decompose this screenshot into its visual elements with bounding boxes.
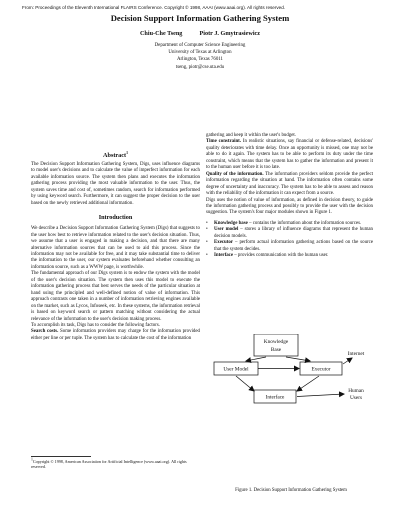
quality-text: The information providers seldom provide the perfect information regarding the situation at hand. The information often contains some degree of uncertainty and inaccuracy. The system has to be able to assess and reason with the reliability of the information it can expect from a source. (206, 171, 373, 197)
search-costs-paragraph (31, 329, 200, 342)
arrow-knowledge-to-executor (286, 357, 310, 361)
system-diagram (206, 334, 376, 484)
affiliation-block (0, 42, 400, 71)
abstract-heading: Abstract$^1$ (103, 150, 128, 159)
intro-paragraph-3: To accomplish its task, Digs has to consider the following factors. (31, 322, 160, 328)
module-list (206, 221, 373, 260)
time-constraint-paragraph (206, 139, 373, 171)
knowledge-base-label-1: Knowledge (263, 339, 289, 345)
arrow-executor-to-internet (343, 358, 352, 364)
search-costs-label: Search costs. (31, 329, 59, 335)
human-users-label-2: Users (349, 395, 363, 401)
author-1: Chiu-Che Tseng (139, 30, 183, 37)
paper-title: Decision Support Information Gathering System (110, 13, 290, 23)
module-item-interface: • Interface – provides communication with the human user. (206, 253, 373, 259)
introduction-heading: Introduction (98, 214, 133, 222)
quality-paragraph (206, 172, 373, 198)
arrow-interface-to-users (297, 394, 344, 397)
quality-label: Quality of the information. (206, 171, 264, 177)
abstract-footnote-marker: 1 (126, 150, 128, 155)
internet-label: Internet (347, 351, 365, 357)
module-item-executor: • Executor – perform actual information gathering actions based on the source that the system decides. (206, 240, 373, 253)
intro-paragraph-1: We describe a Decision Support Information Gathering System (Digs) that suggests to the user how best to retrieve information related to the user's decision situation. Thus, we assume that a user is engaged in making a decision, and that there are many alternative information sources that can be used to aid this process. Since the information may not be available for free, and it may take substantial time to deliver the information to the user, our system evaluates beforehand whether consulting an information source, such as a WWW page, is worthwhile. (31, 226, 200, 270)
module-item-knowledge-base: • Knowledge base – contains the information about the information sources. (206, 221, 373, 227)
knowledge-base-label-2: Base (270, 347, 282, 353)
search-costs-text: Some information providers may charge for the information provided either per line or per tuple. The system has to calculate the cost of the information (31, 329, 200, 341)
left-column (31, 152, 200, 342)
intro-paragraph-2: The fundamental approach of our Digs system is to endow the system with the model of the user's decision situation. The system then uses this model to execute the information gathering process that best serves the needs of the particular situation at hand using the principled and well-defined notion of value of information. This approach contrasts one taken in a number of information retrieving engines available on the market, such as Lycos, Infoseek, etc. In these systems, the information retrieval is based on keyword search or pattern matching without considering the actual relevance of the information to the user's decision making process. (31, 271, 200, 322)
figure-caption: Figure 1. Decision Support Information Gathering System (235, 488, 347, 493)
arrow-executor-to-interface (297, 376, 319, 391)
time-constraint-text: In realistic situations, say financial or defense-related, decisions' quality deteriorates with time delay. Once an opportunity is missed, one may not be able to do it again. The system has to be able to perform its duty under the time constraint, which means that the system has to gather the information and present it to the human user before it is too late. (206, 139, 373, 171)
footnote-text: Copyright © 1998, American Association for Artificial Intelligence (www.aaai.org). All rights reserved. (31, 459, 187, 470)
module-item-user-model: • User model – stores a library of influence diagrams that represent the human decision models. (206, 227, 373, 240)
system-diagram-svg (206, 334, 376, 484)
digs-paragraph: Digs uses the notion of value of information, as defined in decision theory, to guide the information gathering process and possibly to provide the user with the decision suggestion. The system's four major modules shown in Figure 1. (206, 197, 373, 216)
affiliation-email: tseng, piotr@cse.uta.edu (175, 64, 225, 70)
affiliation-city: Arlington, Texas 76011 (177, 57, 223, 63)
interface-label: Interface (265, 394, 285, 401)
abstract-text: The Decision Support Information Gathering System, Digs, uses influence diagrams to model user's decisions and to calculate the value of imperfect information for each available information source. The system then plans and executes the information gathering process providing the most valuable information to the user. Thus, the system saves time and cost of, sometimes random, search for information performed by using keyword search. Furthermore, it can suggest the proper decision to the user based on the newly retrieved additional information. (31, 162, 200, 206)
footnote (31, 459, 199, 469)
executor-label: Executor (311, 366, 331, 373)
affiliation-department: Department of Computer Science Engineering (154, 43, 246, 48)
author-2: Piotr J. Gmytrasiewicz (199, 30, 261, 37)
footnote-marker: 1 (31, 457, 33, 462)
right-continuation: gathering and keep it within the user's budget. (206, 133, 296, 138)
author-line (0, 30, 400, 38)
affiliation-university: University of Texas at Arlington (168, 50, 232, 56)
footnote-rule (31, 456, 91, 457)
source-line: From: Proceedings of the Eleventh International FLAIRS Conference. Copyright © 1998, AAAI (www.aaai.org). All rights reserved. (22, 5, 286, 10)
right-column (206, 133, 373, 260)
arrow-knowledge-to-user-model (246, 357, 266, 361)
human-users-label-1: Human (348, 388, 364, 394)
user-model-label: User Model (223, 366, 249, 373)
arrow-user-model-interface (236, 376, 254, 391)
time-constraint-label: Time constraint. (206, 139, 242, 145)
